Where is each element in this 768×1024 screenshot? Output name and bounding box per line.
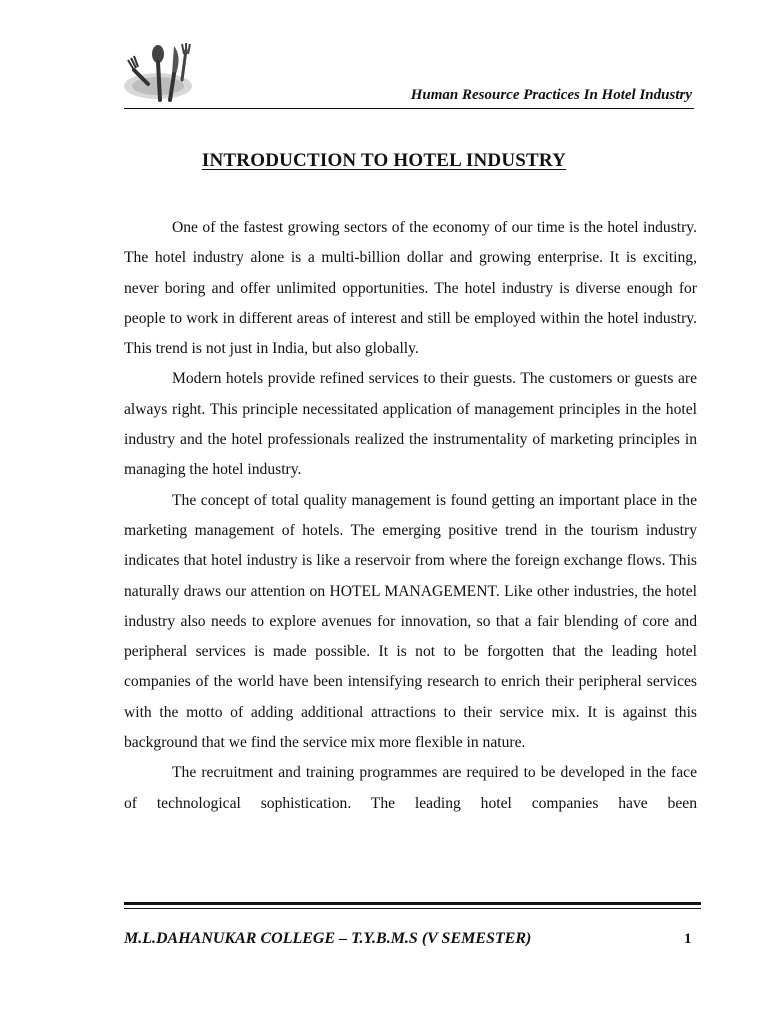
paragraph: Modern hotels provide refined services to their guests. The customers or guests are always right. This principle necessitated application of management principles in the hotel industry and the hotel professionals realized the instrumentality of marketing principles in managing the hotel industry. bbox=[124, 370, 697, 479]
header-rule bbox=[124, 108, 694, 109]
footer-rule-thin bbox=[124, 908, 701, 909]
paragraph: The concept of total quality management is found getting an important place in the marketing management of hotels. The emerging positive trend in the tourism industry indicates that hotel industry is like a reservoir from where the foreign exchange flows. This naturally draws our attention on HOTEL MANAGEMENT. Like other industries, the hotel industry also needs to explore avenues for innovation, so that a fair blending of core and peripheral services is made possible. It is not to be forgotten that the leading hotel companies of the world have been intensifying research to enrich their peripheral services with the motto of adding additional attractions to their service mix. It is against this background that we find the service mix more flexible in nature. bbox=[124, 491, 697, 752]
footer-college: M.L.DAHANUKAR COLLEGE – T.Y.B.M.S (V SEMESTER) bbox=[124, 930, 532, 947]
paragraph: The recruitment and training programmes are required to be developed in the face of technological sophistication. The leading hotel companies have been bbox=[124, 764, 697, 812]
page-number: 1 bbox=[684, 931, 692, 947]
footer-rule bbox=[124, 902, 701, 905]
paragraph: One of the fastest growing sectors of the economy of our time is the hotel industry. The hotel industry alone is a multi-billion dollar and growing enterprise. It is exciting, never boring and offer unlimited opportunities. The hotel industry is diverse enough for people to work in different areas of interest and still be employed within the hotel industry. This trend is not just in India, but also globally. bbox=[124, 219, 697, 358]
page-title: INTRODUCTION TO HOTEL INDUSTRY bbox=[201, 150, 567, 171]
body-text bbox=[124, 213, 697, 819]
header-title: Human Resource Practices In Hotel Industry bbox=[410, 87, 692, 103]
cutlery-icon bbox=[120, 40, 196, 106]
